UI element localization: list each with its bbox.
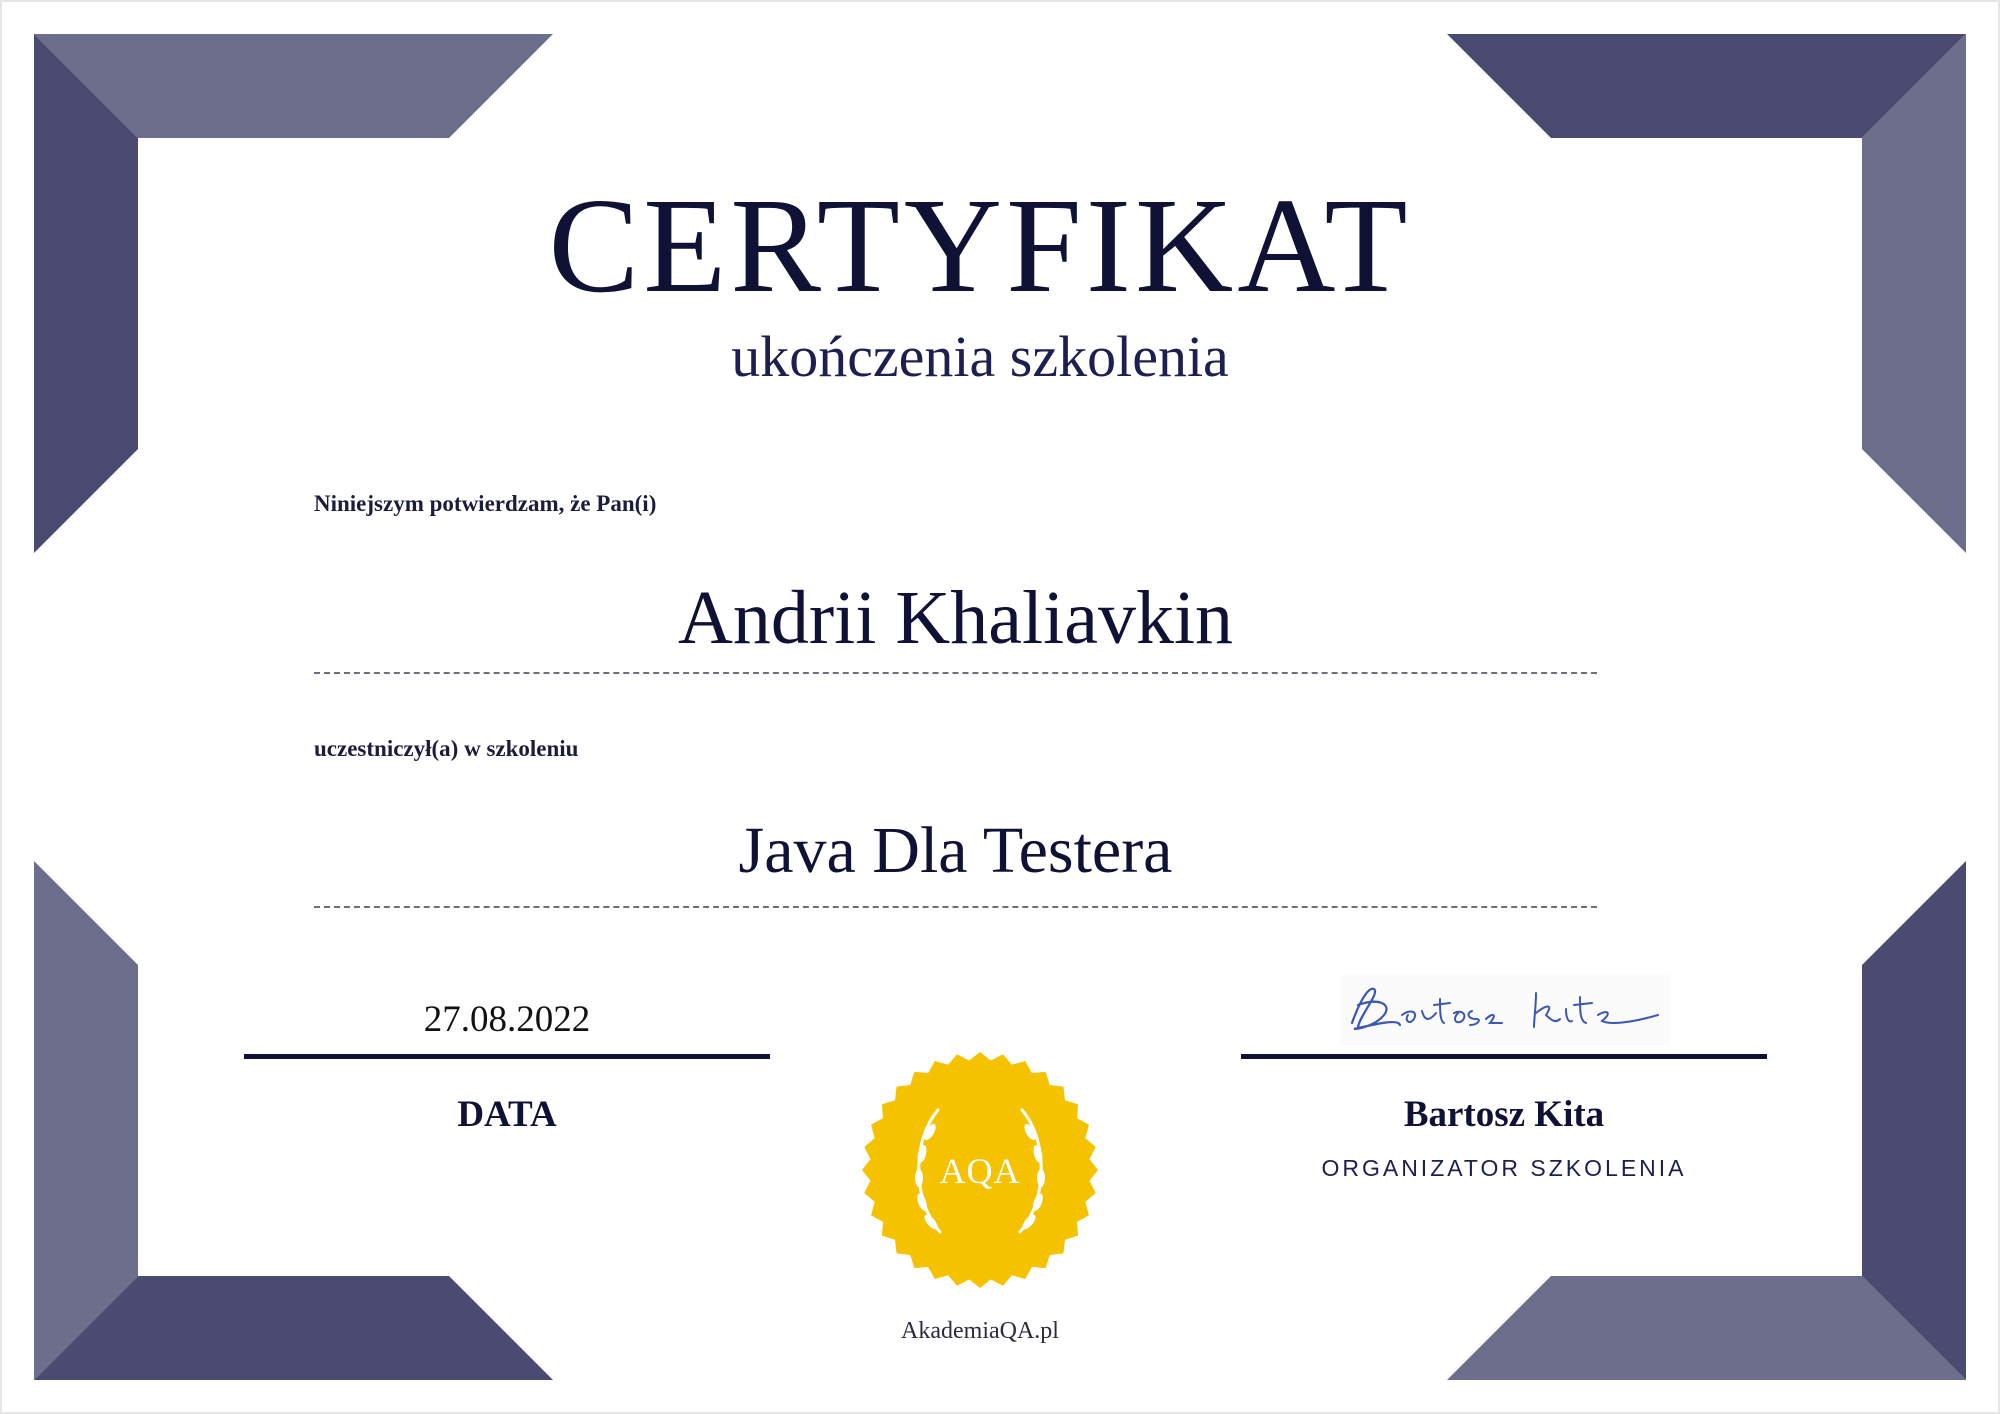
seal-text: AQA (939, 1151, 1021, 1191)
organizer-role: ORGANIZATOR SZKOLENIA (1321, 1155, 1687, 1181)
signature-rule (1241, 1054, 1767, 1059)
organizer-name: Bartosz Kita (1403, 1094, 1605, 1135)
date-rule (244, 1054, 770, 1059)
recipient-name: Andrii Khaliavkin (677, 576, 1234, 660)
certificate-title: CERTYFIKAT (548, 171, 1412, 321)
certificate-subtitle: ukończenia szkolenia (731, 324, 1229, 389)
date-label: DATA (457, 1094, 557, 1135)
course-underline (314, 906, 1597, 908)
intro-text: Niniejszym potwierdzam, że Pan(i) (314, 491, 657, 516)
recipient-underline (314, 672, 1597, 674)
date-value: 27.08.2022 (423, 999, 591, 1040)
course-name: Java Dla Testera (738, 814, 1173, 887)
signature-image (1340, 975, 1670, 1045)
website-link[interactable]: AkademiaQA.pl (901, 1318, 1059, 1344)
participation-text: uczestniczył(a) w szkoleniu (314, 736, 579, 761)
